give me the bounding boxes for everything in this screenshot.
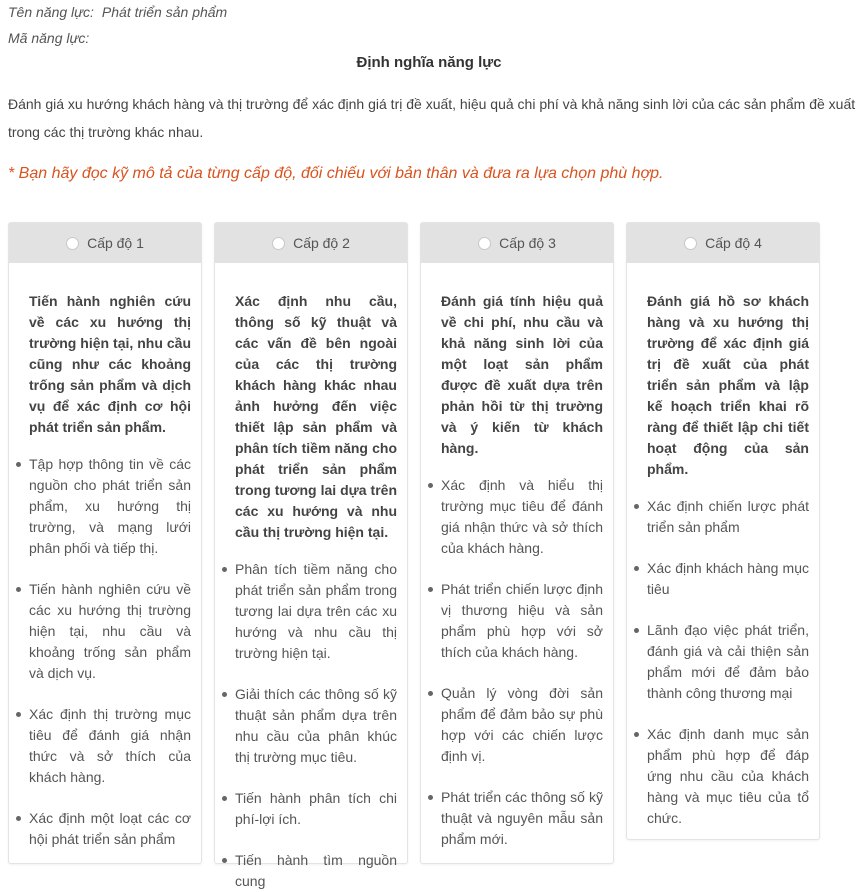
list-item: Tiến hành tìm nguồn cung — [235, 850, 397, 892]
list-item: Xác định thị trường mục tiêu để đánh giá nhận thức và sở thích của khách hàng. — [29, 704, 191, 788]
list-item: Xác định và hiểu thị trường mục tiêu để đánh giá nhận thức và sở thích của khách hàng. — [441, 475, 603, 559]
level-description: Đánh giá tính hiệu quả về chi phí, nhu cầu và khả năng sinh lời của một loạt sản phẩm được đề xuất dựa trên phản hồi từ thị trường và ý kiến từ khách hàng. — [441, 293, 603, 456]
level-select-4[interactable] — [627, 223, 819, 263]
radio-icon[interactable] — [478, 237, 491, 250]
list-item: Phát triển chiến lược định vị thương hiệu và sản phẩm phù hợp với sở thích của khách hàng. — [441, 579, 603, 663]
bullet-icon — [222, 796, 227, 801]
competency-name-value: Phát triển sản phẩm — [101, 4, 228, 20]
bullet-icon — [428, 691, 433, 696]
list-item: Tiến hành nghiên cứu về các xu hướng thị trường hiện tại, nhu cầu và khoảng trống sản phẩm và dịch vụ. — [29, 579, 191, 684]
list-item: Xác định danh mục sản phẩm phù hợp để đáp ứng nhu cầu của khách hàng và mục tiêu của tổ chức. — [647, 724, 809, 829]
competency-name-label: Tên năng lực: — [8, 4, 94, 20]
list-item: Tập hợp thông tin về các nguồn cho phát triển sản phẩm, xu hướng thị trường, và mạng lưới phân phối và tiếp thị. — [29, 454, 191, 559]
level-label: Cấp độ 3 — [499, 235, 556, 251]
level-label: Cấp độ 2 — [293, 235, 350, 251]
radio-icon[interactable] — [66, 237, 79, 250]
bullet-icon — [16, 712, 21, 717]
level-description: Xác định nhu cầu, thông số kỹ thuật và các vấn đề bên ngoài của các thị trường khách hàng khác nhau ảnh hưởng đến việc thiết lập sản phẩm và phân tích tiềm năng cho phát triển sản phẩm trong tương lai dựa trên các xu hướng và nhu cầu thị trường hiện tại. — [235, 293, 397, 540]
competency-code-row — [8, 30, 97, 46]
bullet-icon — [16, 462, 21, 467]
level-card-4 — [626, 222, 820, 840]
list-item: Tiến hành phân tích chi phí-lợi ích. — [235, 788, 397, 830]
bullet-icon — [634, 566, 639, 571]
definition-text: Đánh giá xu hướng khách hàng và thị trường để xác định giá trị đề xuất, hiệu quả chi phí và khả năng sinh lời của các sản phẩm đề xuất trong các thị trường khác nhau. — [8, 96, 856, 140]
bullet-icon — [634, 628, 639, 633]
list-item: Phân tích tiềm năng cho phát triển sản phẩm trong tương lai dựa trên các xu hướng và nhu cầu thị trường hiện tại. — [235, 559, 397, 664]
bullet-icon — [16, 587, 21, 592]
level-card-1 — [8, 222, 202, 864]
bullet-icon — [16, 816, 21, 821]
list-item: Quản lý vòng đời sản phẩm để đảm bảo sự phù hợp với các chiến lược định vị. — [441, 683, 603, 767]
definition-title: Định nghĩa năng lực — [356, 54, 502, 71]
instruction-text: * Bạn hãy đọc kỹ mô tả của từng cấp độ, đối chiếu với bản thân và đưa ra lựa chọn phù hợp. — [8, 165, 664, 182]
bullet-icon — [222, 567, 227, 572]
bullet-icon — [428, 483, 433, 488]
level-select-2[interactable] — [215, 223, 407, 263]
level-label: Cấp độ 4 — [705, 235, 762, 251]
competency-name-row — [8, 4, 227, 20]
level-card-2 — [214, 222, 408, 889]
bullet-icon — [222, 692, 227, 697]
list-item: Giải thích các thông số kỹ thuật sản phẩm dựa trên nhu cầu của phân khúc thị trường mục tiêu. — [235, 684, 397, 768]
bullet-icon — [634, 504, 639, 509]
level-description: Tiến hành nghiên cứu về các xu hướng thị trường hiện tại, nhu cầu cũng như các khoảng trống sản phẩm và dịch vụ để xác định cơ hội phát triển sản phẩm. — [29, 293, 191, 435]
level-label: Cấp độ 1 — [87, 235, 144, 251]
list-item: Xác định một loạt các cơ hội phát triển sản phẩm — [29, 808, 191, 850]
level-card-3 — [420, 222, 614, 864]
radio-icon[interactable] — [684, 237, 697, 250]
level-select-1[interactable] — [9, 223, 201, 263]
bullet-icon — [428, 587, 433, 592]
level-description: Đánh giá hồ sơ khách hàng và xu hướng thị trường để xác định giá trị đề xuất của phát triển sản phẩm và lập kế hoạch triển khai rõ ràng để thiết lập chi tiết hoạt động của sản phẩm. — [647, 293, 809, 477]
competency-code-label: Mã năng lực: — [8, 30, 90, 46]
list-item: Xác định khách hàng mục tiêu — [647, 558, 809, 600]
level-select-3[interactable] — [421, 223, 613, 263]
radio-icon[interactable] — [272, 237, 285, 250]
bullet-icon — [428, 795, 433, 800]
bullet-icon — [222, 858, 227, 863]
list-item: Phát triển các thông số kỹ thuật và nguyên mẫu sản phẩm mới. — [441, 787, 603, 850]
bullet-icon — [634, 732, 639, 737]
list-item: Xác định chiến lược phát triển sản phẩm — [647, 496, 809, 538]
list-item: Lãnh đạo việc phát triển, đánh giá và cải thiện sản phẩm mới để đảm bảo thành công thương mại — [647, 620, 809, 704]
